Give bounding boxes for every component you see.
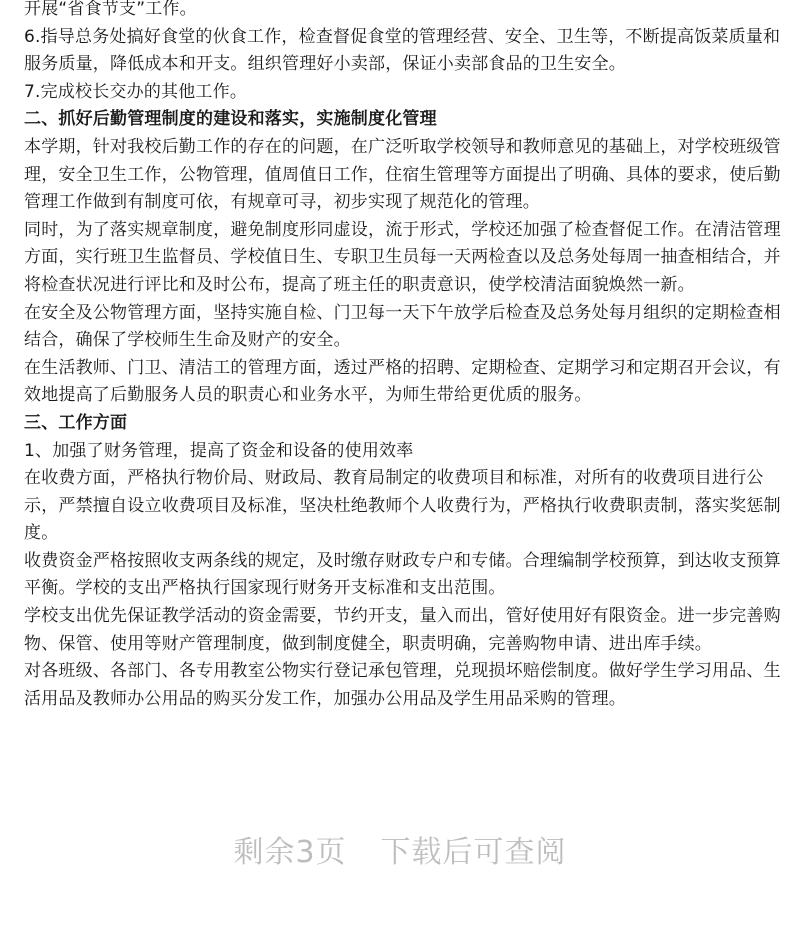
download-hint-label: 下载后可查阅 — [380, 835, 567, 870]
paragraph: 收费资金严格按照收支两条线的规定，及时缴存财政专户和专储。合理编制学校预算，到达收支预算平衡。学校的支出严格执行国家现行财务开支标准和支出范围。 — [24, 550, 781, 599]
paragraph: 1、加强了财务管理，提高了资金和设备的使用效率 — [24, 440, 414, 461]
paragraph: 本学期，针对我校后勤工作的存在的问题，在广泛听取学校领导和教师意见的基础上，对学校班级管理，安全卫生工作，公物管理，值周值日工作，住宿生管理等方面提出了明确、具体的要求，使后勤管理工作做到有制度可依，有规章可寻，初步实现了规范化的管理。 — [24, 136, 781, 213]
section-heading: 三、工作方面 — [24, 412, 128, 433]
paragraph: 6.指导总务处搞好食堂的伙食工作，检查督促食堂的管理经营、安全、卫生等，不断提高饭菜质量和服务质量，降低成本和开支。组织管理好小卖部，保证小卖部食品的卫生安全。 — [24, 26, 781, 75]
paragraph: 在生活教师、门卫、清洁工的管理方面，透过严格的招聘、定期检查、定期学习和定期召开会议，有效地提高了后勤服务人员的职责心和业务水平，为师生带给更优质的服务。 — [24, 357, 781, 406]
paragraph: 在安全及公物管理方面，坚持实施自检、门卫每一天下午放学后检查及总务处每月组织的定期检查相结合，确保了学校师生生命及财产的安全。 — [24, 302, 781, 351]
paragraph: 7.完成校长交办的其他工作。 — [24, 81, 248, 102]
paragraph: 学校支出优先保证教学活动的资金需要，节约开支，量入而出，管好使用好有限资金。进一步完善购物、保管、使用等财产管理制度，做到制度健全，职责明确，完善购物申请、进出库手续。 — [24, 606, 781, 654]
paragraph: 在收费方面，严格执行物价局、财政局、教育局制定的收费项目和标准，对所有的收费项目进行公示，严禁擅自设立收费项目及标准，坚决杜绝教师个人收费行为，严格执行收费职责制，落实奖惩制度。 — [24, 468, 781, 544]
paragraph: 对各班级、各部门、各专用教室公物实行登记承包管理，兑现损坏赔偿制度。做好学生学习用品、生活用品及教师办公用品的购买分发工作，加强办公用品及学生用品采购的管理。 — [24, 661, 781, 709]
remaining-pages-label: 剩余3页 — [233, 835, 347, 870]
paragraph: 开展“省食节支”工作。 — [24, 0, 197, 19]
paragraph: 同时，为了落实规章制度，避免制度形同虚设，流于形式，学校还加强了检查督促工作。在清洁管理方面，实行班卫生监督员、学校值日生、专职卫生员每一天两检查以及总务处每周一抽查相结合，并将检查状况进行评比和及时公布，提高了班主任的职责意识，使学校清洁面貌焕然一新。 — [24, 219, 781, 295]
document-body — [24, 0, 782, 713]
download-prompt[interactable] — [0, 828, 800, 878]
section-heading: 二、抓好后勤管理制度的建设和落实，实施制度化管理 — [24, 109, 437, 130]
